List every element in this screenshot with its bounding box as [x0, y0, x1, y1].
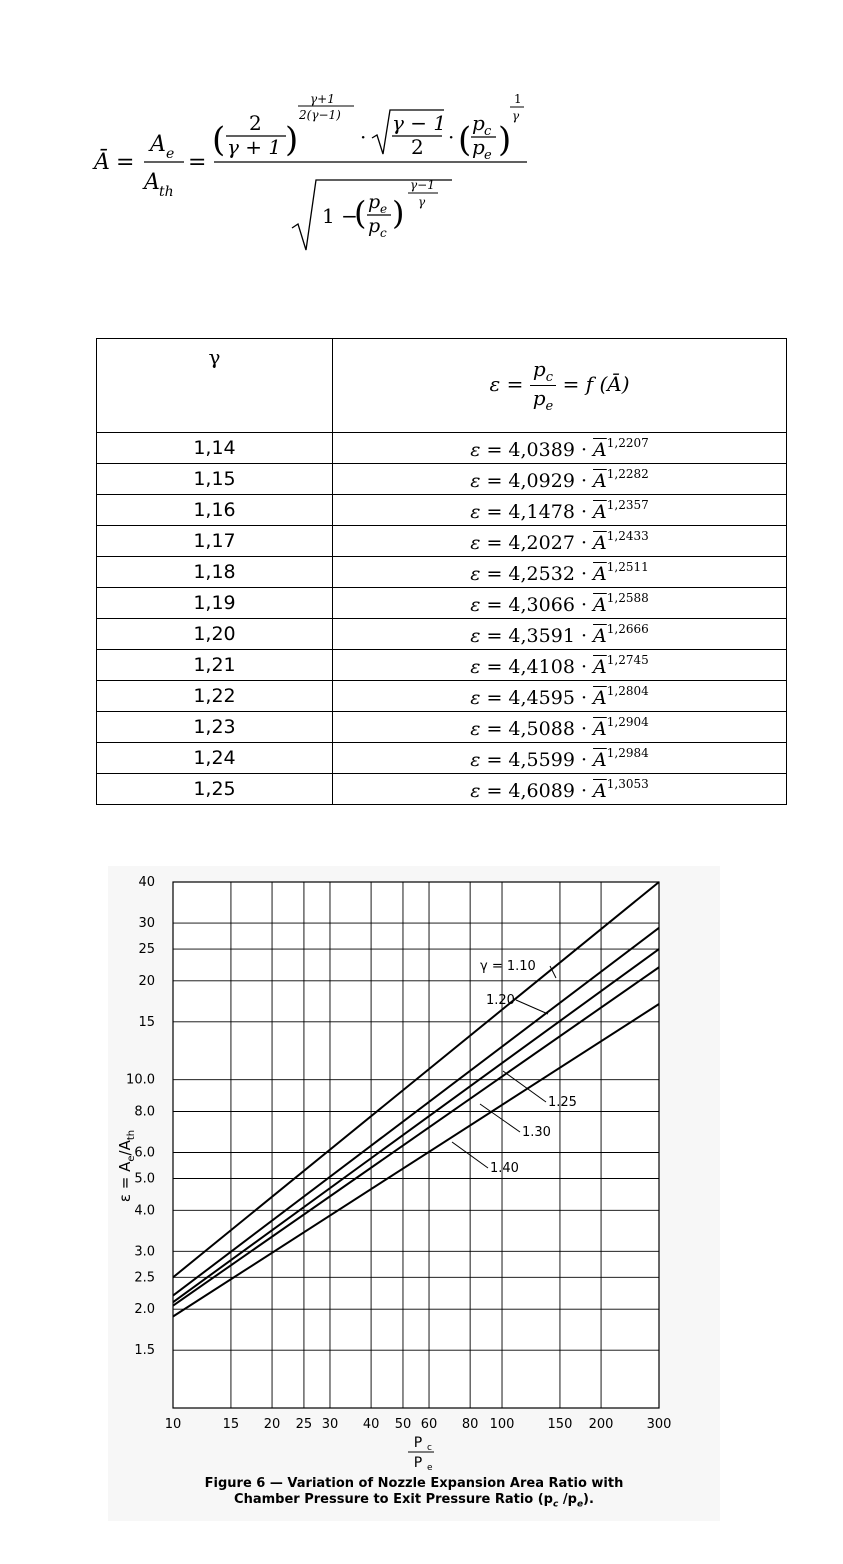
x-tick-label: 60 — [420, 1417, 438, 1432]
coefficient: 4,2027 — [508, 531, 575, 554]
x-tick-label: 300 — [646, 1417, 672, 1432]
svg-text:): ) — [392, 194, 405, 232]
ratio-table-container — [96, 338, 787, 805]
formula-exp-den: 2(γ−1) — [299, 108, 341, 122]
eps-symbol: ε — [470, 531, 481, 554]
gamma-cell: 1,15 — [97, 464, 333, 495]
gamma-cell: 1,18 — [97, 557, 333, 588]
table-row — [97, 588, 787, 619]
abar-symbol: $\overline{A}$ — [593, 779, 607, 802]
exponent: 1,2904 — [606, 714, 649, 729]
coefficient: 4,6089 — [508, 779, 575, 802]
exponent: 1,2745 — [606, 652, 649, 667]
table-row — [97, 557, 787, 588]
formula-equals-2: = — [188, 150, 207, 175]
y-tick-label: 2.5 — [134, 1270, 155, 1286]
y-axis-label-part: th — [126, 1129, 137, 1141]
abar-symbol: $\overline{A}$ — [593, 655, 607, 678]
y-axis-label-part: ε = A — [116, 1161, 134, 1203]
svg-text:(: ( — [354, 194, 367, 232]
y-tick-label: 30 — [138, 916, 155, 932]
caption-mid: /p — [558, 1492, 577, 1507]
exponent: 1,3053 — [606, 776, 649, 791]
gamma-cell: 1,24 — [97, 743, 333, 774]
y-tick-label: 6.0 — [134, 1145, 155, 1161]
svg-text:): ) — [285, 120, 299, 160]
y-axis-label-text — [116, 1130, 137, 1202]
x-tick-label: 50 — [394, 1417, 412, 1432]
x-axis-label-numerator: P — [413, 1435, 423, 1451]
y-axis-label — [116, 1130, 137, 1202]
x-tick-label: 200 — [588, 1417, 614, 1432]
exponent: 1,2588 — [606, 590, 649, 605]
exponent: 1,2804 — [606, 683, 649, 698]
x-tick-label: 150 — [547, 1417, 573, 1432]
annotation-label: 1.40 — [490, 1161, 519, 1176]
x-tick-label: 100 — [489, 1417, 515, 1432]
eps-symbol: ε — [470, 779, 481, 802]
coefficient: 4,0929 — [508, 469, 575, 492]
formula-pe-2: p — [368, 191, 381, 213]
eps-symbol: ε — [470, 438, 481, 461]
svg-text:): ) — [498, 120, 512, 160]
y-tick-label: 15 — [138, 1014, 155, 1030]
nozzle-expansion-chart — [108, 866, 720, 1521]
y-tick-label: 25 — [138, 942, 155, 958]
formula-pe-sub: e — [484, 148, 492, 163]
formula-equals-1: = — [116, 150, 135, 175]
y-tick-label: 20 — [138, 973, 155, 989]
header-epsilon-function: ε = $\frac{p_c}{p_e}$ = f (Ā) — [333, 339, 787, 433]
abar-symbol: $\overline{A}$ — [593, 438, 607, 461]
svg-text:·: · — [360, 125, 367, 149]
header-pe: p — [532, 386, 546, 410]
formula-ath: A — [144, 170, 160, 195]
x-tick-label: 40 — [362, 1417, 380, 1432]
epsilon-formula-cell: $\varepsilon = 4,1478 \cdot \overline{A}^{1,2357}$ — [333, 495, 787, 526]
table-header-row — [97, 339, 787, 433]
table-row — [97, 774, 787, 805]
formula-exp2-den: γ — [418, 195, 426, 209]
formula-gamma-minus-one: γ − 1 — [392, 111, 447, 135]
formula-two: 2 — [249, 111, 262, 135]
formula-ae: A — [150, 132, 166, 157]
svg-text:(: ( — [212, 120, 226, 160]
y-axis-label-part: /A — [116, 1140, 134, 1156]
gamma-cell: 1,25 — [97, 774, 333, 805]
caption-end: ). — [583, 1492, 594, 1507]
coefficient: 4,5088 — [508, 717, 575, 740]
abar-symbol: $\overline{A}$ — [593, 469, 607, 492]
x-tick-label: 30 — [321, 1417, 339, 1432]
annotation-label: γ = 1.10 — [480, 959, 536, 974]
exponent: 1,2984 — [606, 745, 649, 760]
gamma-cell: 1,17 — [97, 526, 333, 557]
formula-one-over-gamma-den: γ — [512, 109, 520, 123]
caption-line-2-text: Chamber Pressure to Exit Pressure Ratio (p — [234, 1492, 553, 1507]
caption-line-1: Figure 6 — Variation of Nozzle Expansion Area Ratio with — [204, 1476, 624, 1491]
formula-ath-sub: th — [159, 184, 174, 200]
exponent: 1,2511 — [606, 559, 649, 574]
formula-pc-2: p — [368, 215, 381, 237]
epsilon-formula-cell: $\varepsilon = 4,5599 \cdot \overline{A}^{1,2984}$ — [333, 743, 787, 774]
y-tick-label: 40 — [138, 875, 155, 890]
table-row — [97, 464, 787, 495]
figure-caption — [108, 1476, 720, 1513]
y-tick-label: 10.0 — [126, 1072, 155, 1088]
header-pc: p — [532, 357, 546, 381]
eps-symbol: ε — [470, 593, 481, 616]
header-gamma: γ — [97, 339, 333, 433]
epsilon-formula-cell: $\varepsilon = 4,3591 \cdot \overline{A}^{1,2666}$ — [333, 619, 787, 650]
caption-sub-c: c — [553, 1499, 559, 1510]
header-function: = f (Ā) — [562, 372, 630, 396]
table-row — [97, 433, 787, 464]
table-row — [97, 619, 787, 650]
area-ratio-formula — [92, 88, 552, 258]
gamma-cell: 1,22 — [97, 681, 333, 712]
epsilon-formula-cell: $\varepsilon = 4,2027 \cdot \overline{A}^{1,2433}$ — [333, 526, 787, 557]
table-row — [97, 495, 787, 526]
header-pressure-fraction — [530, 357, 557, 414]
formula-pc: p — [472, 111, 485, 135]
coefficient: 4,3591 — [508, 624, 575, 647]
exponent: 1,2666 — [606, 621, 649, 636]
formula-one-over-gamma-num: 1 — [514, 92, 522, 106]
epsilon-formula-cell: $\varepsilon = 4,5088 \cdot \overline{A}^{1,2904}$ — [333, 712, 787, 743]
gamma-cell: 1,14 — [97, 433, 333, 464]
exponent: 1,2207 — [606, 435, 649, 450]
formula-svg — [92, 88, 552, 258]
formula-abar: Ā — [94, 150, 110, 175]
y-tick-label: 4.0 — [134, 1203, 155, 1219]
abar-symbol: $\overline{A}$ — [593, 748, 607, 771]
exponent: 1,2282 — [606, 466, 649, 481]
annotation-label: 1.25 — [548, 1095, 577, 1110]
formula-pe-2-sub: e — [380, 202, 388, 216]
table-row — [97, 743, 787, 774]
x-tick-label: 80 — [461, 1417, 479, 1432]
svg-text:·: · — [448, 125, 455, 149]
eps-symbol: ε — [470, 748, 481, 771]
formula-gamma-plus-one: γ + 1 — [227, 135, 282, 159]
eps-symbol: ε — [470, 655, 481, 678]
exponent: 1,2433 — [606, 528, 649, 543]
x-axis-label-denominator: P — [413, 1455, 423, 1471]
annotation-label: 1.20 — [486, 993, 515, 1008]
table-row — [97, 712, 787, 743]
x-tick-label: 15 — [222, 1417, 240, 1432]
abar-symbol: $\overline{A}$ — [593, 562, 607, 585]
gamma-cell: 1,23 — [97, 712, 333, 743]
gamma-cell: 1,19 — [97, 588, 333, 619]
formula-pe: p — [472, 135, 485, 159]
epsilon-formula-cell: $\varepsilon = 4,4108 \cdot \overline{A}^{1,2745}$ — [333, 650, 787, 681]
annotation-label: 1.30 — [522, 1125, 551, 1140]
epsilon-formula-cell: $\varepsilon = 4,2532 \cdot \overline{A}^{1,2511}$ — [333, 557, 787, 588]
y-tick-label: 8.0 — [134, 1104, 155, 1120]
eps-symbol: ε — [470, 717, 481, 740]
plot-area — [173, 882, 659, 1408]
table-row — [97, 526, 787, 557]
coefficient: 4,3066 — [508, 593, 575, 616]
abar-symbol: $\overline{A}$ — [593, 686, 607, 709]
x-axis-label-denominator-sub: e — [427, 1463, 433, 1473]
abar-symbol: $\overline{A}$ — [593, 593, 607, 616]
gamma-cell: 1,16 — [97, 495, 333, 526]
coefficient: 4,4595 — [508, 686, 575, 709]
y-axis-label-part: e — [126, 1155, 137, 1162]
y-tick-label: 5.0 — [134, 1171, 155, 1187]
caption-line-2 — [108, 1492, 720, 1513]
x-tick-label: 25 — [295, 1417, 313, 1432]
x-tick-label: 20 — [263, 1417, 281, 1432]
y-tick-label: 1.5 — [134, 1343, 155, 1359]
y-tick-label: 3.0 — [134, 1244, 155, 1260]
x-tick-label: 10 — [164, 1417, 182, 1432]
coefficient: 4,5599 — [508, 748, 575, 771]
eps-symbol: ε — [470, 624, 481, 647]
expansion-ratio-table — [96, 338, 787, 805]
formula-exp-num: γ+1 — [310, 92, 335, 106]
header-pe-sub: e — [545, 399, 554, 414]
eps-symbol: ε — [470, 562, 481, 585]
x-axis-label-numerator-sub: c — [427, 1443, 432, 1453]
epsilon-formula-cell: $\varepsilon = 4,0389 \cdot \overline{A}^{1,2207}$ — [333, 433, 787, 464]
header-pc-sub: c — [545, 370, 553, 385]
coefficient: 4,4108 — [508, 655, 575, 678]
chart-svg — [108, 866, 720, 1476]
gamma-cell: 1,21 — [97, 650, 333, 681]
eps-symbol: ε — [470, 686, 481, 709]
formula-two-den: 2 — [411, 135, 424, 159]
abar-symbol: $\overline{A}$ — [593, 717, 607, 740]
epsilon-formula-cell: $\varepsilon = 4,3066 \cdot \overline{A}^{1,2588}$ — [333, 588, 787, 619]
gamma-cell: 1,20 — [97, 619, 333, 650]
eps-symbol: ε — [470, 469, 481, 492]
formula-pc-sub: c — [484, 124, 492, 139]
caption-sub-e: e — [576, 1499, 584, 1510]
y-tick-label: 2.0 — [134, 1302, 155, 1318]
abar-symbol: $\overline{A}$ — [593, 500, 607, 523]
abar-symbol: $\overline{A}$ — [593, 624, 607, 647]
epsilon-formula-cell: $\varepsilon = 4,4595 \cdot \overline{A}^{1,2804}$ — [333, 681, 787, 712]
exponent: 1,2357 — [606, 497, 649, 512]
table-row — [97, 681, 787, 712]
svg-text:(: ( — [458, 120, 472, 160]
epsilon-formula-cell: $\varepsilon = 4,0929 \cdot \overline{A}^{1,2282}$ — [333, 464, 787, 495]
coefficient: 4,1478 — [508, 500, 575, 523]
formula-ae-sub: e — [166, 146, 175, 162]
formula-pc-2-sub: c — [380, 226, 387, 240]
coefficient: 4,0389 — [508, 438, 575, 461]
formula-one-minus: 1 − — [322, 204, 358, 228]
coefficient: 4,2532 — [508, 562, 575, 585]
epsilon-formula-cell: $\varepsilon = 4,6089 \cdot \overline{A}^{1,3053}$ — [333, 774, 787, 805]
formula-exp2-num: γ−1 — [410, 178, 435, 192]
table-row — [97, 650, 787, 681]
header-eps-symbol: ε — [489, 372, 501, 396]
abar-symbol: $\overline{A}$ — [593, 531, 607, 554]
eps-symbol: ε — [470, 500, 481, 523]
